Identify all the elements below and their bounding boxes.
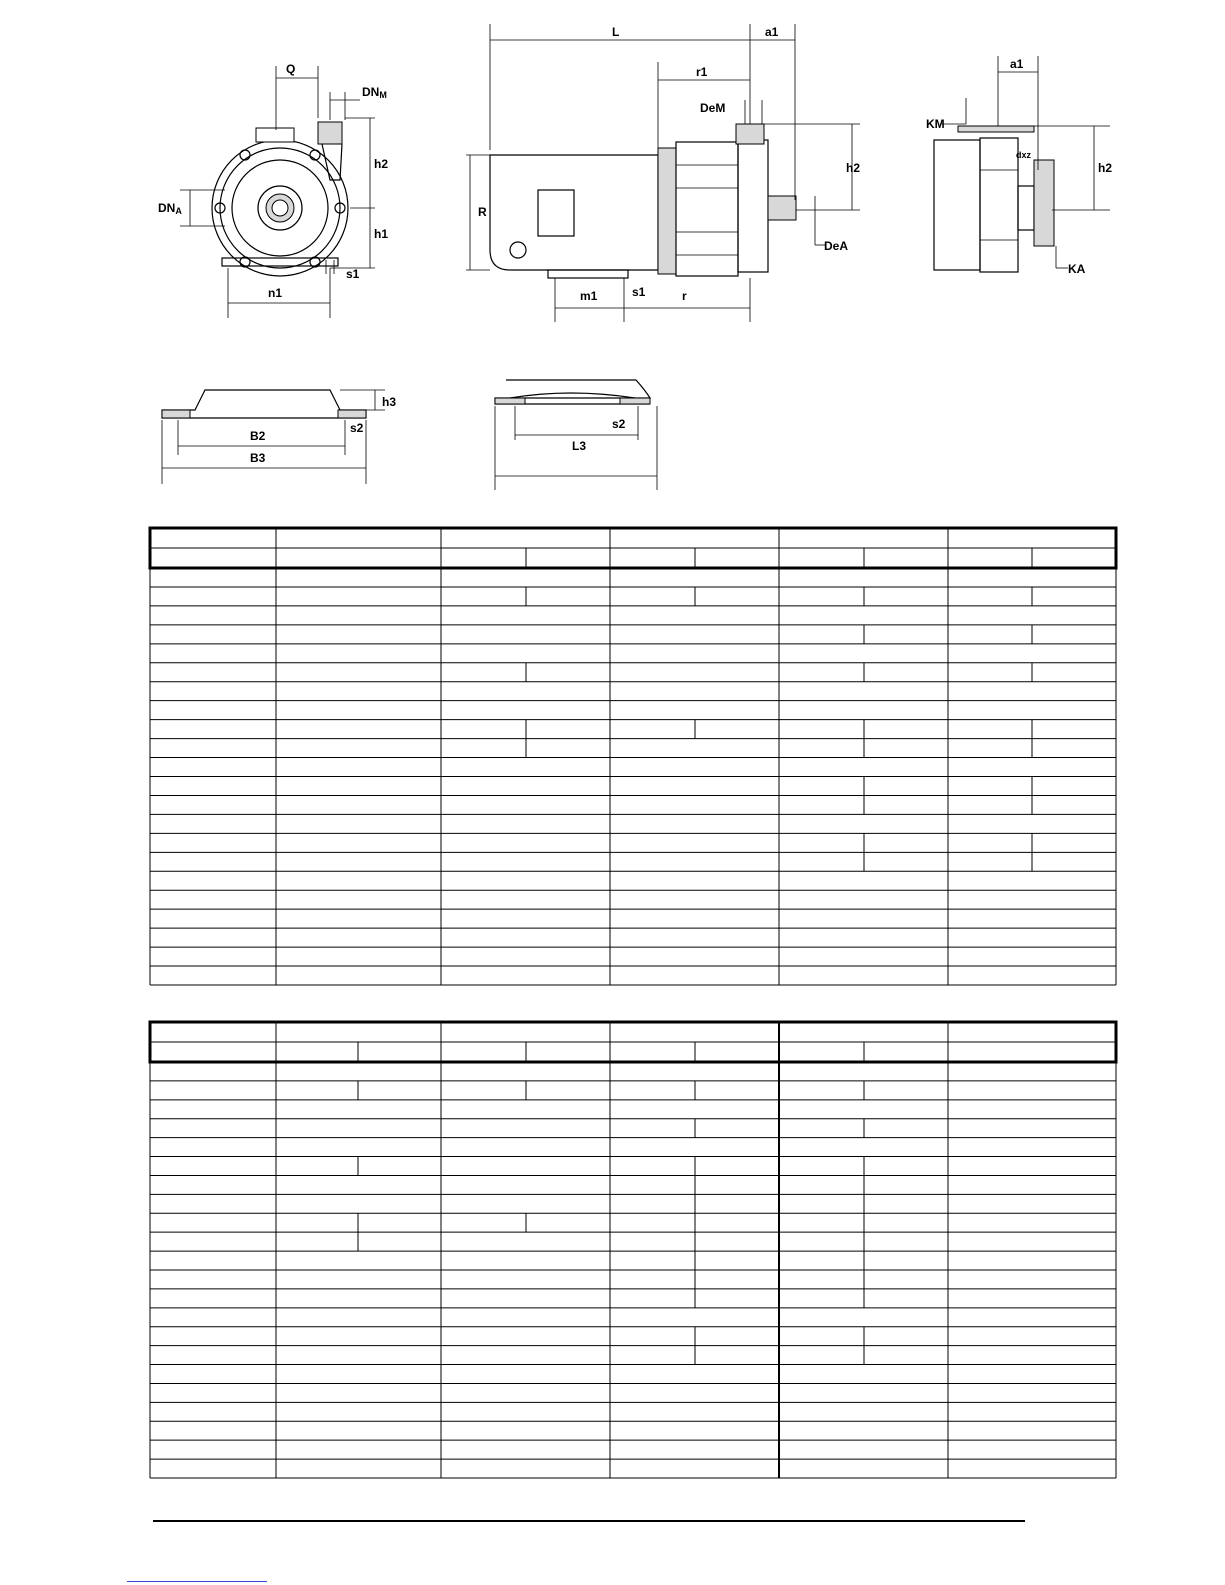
- table-2-rows: [150, 1081, 1116, 1459]
- label-dea: DeA: [824, 239, 849, 253]
- footer-rule: [153, 1520, 1025, 1522]
- label-dna: DNA: [158, 201, 182, 216]
- label-h2-front: h2: [374, 157, 389, 171]
- label-km: KM: [926, 117, 945, 131]
- label-dem: DeM: [700, 101, 726, 115]
- label-s1-front: s1: [346, 267, 360, 281]
- label-ka: KA: [1068, 262, 1086, 276]
- label-h2-side: h2: [846, 161, 861, 175]
- label-a1-side: a1: [765, 25, 779, 39]
- label-s1-side: s1: [632, 285, 646, 299]
- label-a1-end: a1: [1010, 57, 1024, 71]
- label-h2-end: h2: [1098, 161, 1113, 175]
- label-dxz: dxz: [1016, 150, 1032, 160]
- label-m1: m1: [580, 289, 598, 303]
- label-h1: h1: [374, 227, 389, 241]
- label-s2-left: s2: [350, 421, 364, 435]
- label-dnm: DNM: [362, 85, 387, 100]
- footer-link-underline[interactable]: [127, 1581, 267, 1582]
- table-2-grid: [150, 1022, 1116, 1478]
- label-h3: h3: [382, 395, 397, 409]
- label-r1: r1: [696, 65, 708, 79]
- label-b2: B2: [250, 429, 266, 443]
- label-l: L: [612, 25, 620, 39]
- label-n1: n1: [268, 286, 283, 300]
- label-l3: L3: [572, 439, 587, 453]
- label-r-big: R: [478, 205, 487, 219]
- label-r-small: r: [682, 289, 687, 303]
- label-s2-right: s2: [612, 417, 626, 431]
- label-q: Q: [286, 62, 296, 76]
- label-b3: B3: [250, 451, 266, 465]
